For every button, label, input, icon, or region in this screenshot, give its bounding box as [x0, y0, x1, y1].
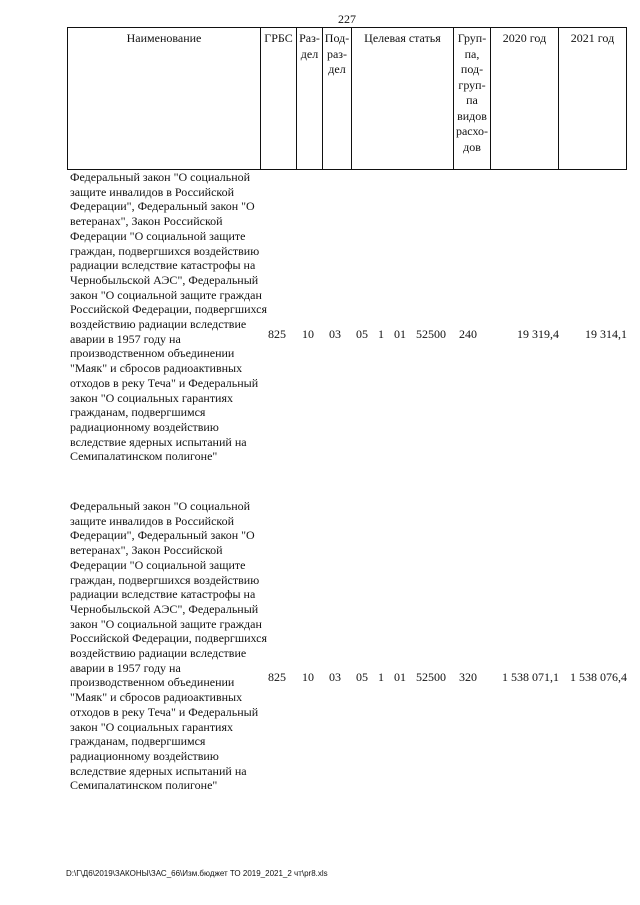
header-subsection: Под- раз- дел: [324, 31, 350, 76]
row-section: 10: [302, 327, 314, 341]
row-target-program: 05: [356, 670, 368, 684]
header-target-article: Целевая статья: [364, 31, 441, 45]
header-section: Раз- дел: [299, 31, 320, 61]
row-value-2020: 1 538 071,1: [502, 670, 559, 684]
row-section: 10: [302, 670, 314, 684]
col-divider: [490, 27, 491, 170]
row-name: Федеральный закон "О социальной защите инвалидов в Российской Федерации", Федеральный закон "О ветеранах", Закон Российской Федерации "О социальной защите граждан, подвергшихся воздействию радиации вследствие катастрофы на Чернобыльской АЭС", Федеральный закон "О социальной защите граждан Российской Федерации, подвергшихся воздействию радиации вследствие аварии в 1957 году на производственном объединении "Маяк" и сбросов радиоактивных отходов в реку Теча" и Федеральный закон "О социальных гарантиях гражданам, подвергшимся радиационному воздействию вследствие ядерных испытаний на Семипалатинском полигоне": [70, 170, 267, 464]
row-grbs: 825: [268, 327, 286, 341]
row-value-2021: 1 538 076,4: [570, 670, 627, 684]
col-divider: [67, 27, 68, 170]
col-divider: [558, 27, 559, 170]
row-target-direction: 52500: [416, 327, 446, 341]
file-path-footer: D:\Г\Д6\2019\ЗАКОНЫ\ЗАС_66\Изм.бюджет ТО 2019_2021_2 чт\pr8.xls: [66, 869, 328, 878]
header-name: Наименование: [126, 31, 202, 45]
row-target-event: 01: [394, 327, 406, 341]
row-value-2020: 19 319,4: [517, 327, 559, 341]
row-expense-group: 320: [459, 670, 477, 684]
header-grbs: ГРБС: [264, 31, 293, 45]
row-subsection: 03: [329, 327, 341, 341]
row-value-2021: 19 314,1: [585, 327, 627, 341]
row-subsection: 03: [329, 670, 341, 684]
header-top-border: [67, 27, 627, 28]
row-target-program: 05: [356, 327, 368, 341]
header-expense-group: Груп- па, под- груп- па видов расхо- дов: [455, 31, 489, 154]
col-divider: [351, 27, 352, 170]
page-number: 227: [338, 12, 356, 26]
row-target-subprogram: 1: [378, 670, 384, 684]
row-target-direction: 52500: [416, 670, 446, 684]
row-expense-group: 240: [459, 327, 477, 341]
header-year-2021: 2021 год: [570, 31, 615, 45]
col-divider: [260, 27, 261, 170]
row-name: Федеральный закон "О социальной защите инвалидов в Российской Федерации", Федеральный закон "О ветеранах", Закон Российской Федерации "О социальной защите граждан, подвергшихся воздействию радиации вследствие катастрофы на Чернобыльской АЭС", Федеральный закон "О социальной защите граждан Российской Федерации, подвергшихся воздействию радиации вследствие аварии в 1957 году на производственном объединении "Маяк" и сбросов радиоактивных отходов в реку Теча" и Федеральный закон "О социальных гарантиях гражданам, подвергшимся радиационному воздействию вследствие ядерных испытаний на Семипалатинском полигоне": [70, 499, 267, 793]
row-grbs: 825: [268, 670, 286, 684]
header-year-2020: 2020 год: [502, 31, 547, 45]
col-divider: [626, 27, 627, 170]
row-target-subprogram: 1: [378, 327, 384, 341]
row-target-event: 01: [394, 670, 406, 684]
